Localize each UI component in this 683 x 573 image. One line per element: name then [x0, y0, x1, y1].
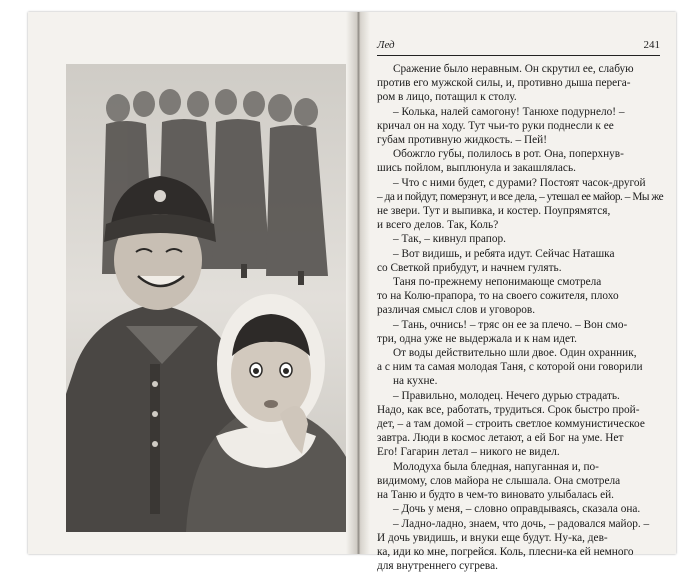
- text-line: шись пойлом, выплюнула и закашлялась.: [377, 162, 576, 175]
- text-line: – Дочь у меня, – словно оправдываясь, сказала она.: [393, 503, 641, 516]
- text-line: а с ним та самая молодая Таня, с которой они говорили: [377, 361, 643, 374]
- text-line: – Ладно-ладно, знаем, что дочь, – радовался майор. –: [393, 517, 650, 530]
- text-line: ром в лицо, потащил к столу.: [377, 91, 517, 104]
- text-line: – да и пойдут, померзнут, и все дела, – утешал ее майор. – Мы же: [377, 190, 664, 203]
- book-spread: [28, 12, 676, 573]
- body-text: [377, 62, 663, 573]
- text-line: три, одна уже не выдержала и к нам идет.: [377, 332, 577, 345]
- text-line: Молодуха была бледная, напуганная и, по-: [393, 460, 599, 473]
- right-page: [370, 12, 676, 573]
- illustration: [66, 64, 358, 532]
- text-line: на Таню и будто в чем-то виновато улыбалась ей.: [377, 489, 614, 502]
- text-line: – Вот видишь, и ребята идут. Сейчас Наташка: [393, 247, 615, 260]
- text-line: кричал он на ходу. Тут чьи-то руки поднесли к ее: [377, 119, 614, 132]
- text-line: дет, – а там домой – строить светлое коммунистическое: [377, 418, 645, 431]
- text-line: на кухне.: [393, 375, 438, 388]
- text-line: И дочь увидишь, и внуки еще будут. Ну-ка, дев-: [377, 531, 608, 544]
- text-line: Обожгло губы, полилось в рот. Она, поперхнув-: [393, 148, 624, 161]
- book-gutter: [346, 12, 370, 554]
- text-line: – Так, – кивнул прапор.: [393, 233, 506, 246]
- text-line: против его мужской силы, и, противно дыша перега-: [377, 77, 631, 90]
- text-line: губам противную жидкость. – Пей!: [377, 134, 547, 147]
- pencil-illustration-icon: [66, 64, 358, 532]
- page-number: 241: [643, 39, 660, 51]
- text-line: со Светкой прибудут, и начнем гулять.: [377, 261, 562, 274]
- text-line: От воды действительно шли двое. Один охранник,: [393, 347, 637, 360]
- text-line: для внутреннего сугрева.: [377, 560, 498, 573]
- text-line: – Правильно, молодец. Нечего дурью страдать.: [393, 389, 620, 402]
- left-page: [28, 12, 346, 554]
- running-head: [377, 39, 660, 56]
- text-line: и всего делов. Так, Коль?: [377, 219, 499, 232]
- text-line: различая смысл слов и уговоров.: [377, 304, 536, 317]
- text-line: то на Колю-прапора, то на своего сожителя, плохо: [377, 290, 619, 303]
- text-line: Сражение было неравным. Он скрутил ее, слабую: [393, 63, 634, 75]
- text-line: Надо, как все, работать, трудиться. Срок быстро прой-: [377, 403, 640, 416]
- text-line: завтра. Люди в космос летают, а ей Бог на уме. Нет: [377, 432, 624, 445]
- chapter-title: Лед: [377, 39, 395, 51]
- text-line: Его! Гагарин летал – никого не видел.: [377, 446, 560, 459]
- text-line: Таня по-прежнему непонимающе смотрела: [393, 276, 602, 289]
- text-line: – Колька, налей самогону! Танюхе подурнело! –: [393, 105, 625, 118]
- text-line: ка, иди ко мне, погрейся. Коль, плесни-ка ей немного: [377, 545, 634, 558]
- text-line: не звери. Тут и выпивка, и костер. Поупрямятся,: [377, 205, 611, 218]
- text-line: – Тань, очнись! – тряс он ее за плечо. – Вон смо-: [393, 318, 628, 331]
- text-line: – Что с ними будет, с дурами? Постоят часок-другой: [393, 176, 646, 189]
- text-line: видимому, слов майора не слышала. Она смотрела: [377, 474, 621, 487]
